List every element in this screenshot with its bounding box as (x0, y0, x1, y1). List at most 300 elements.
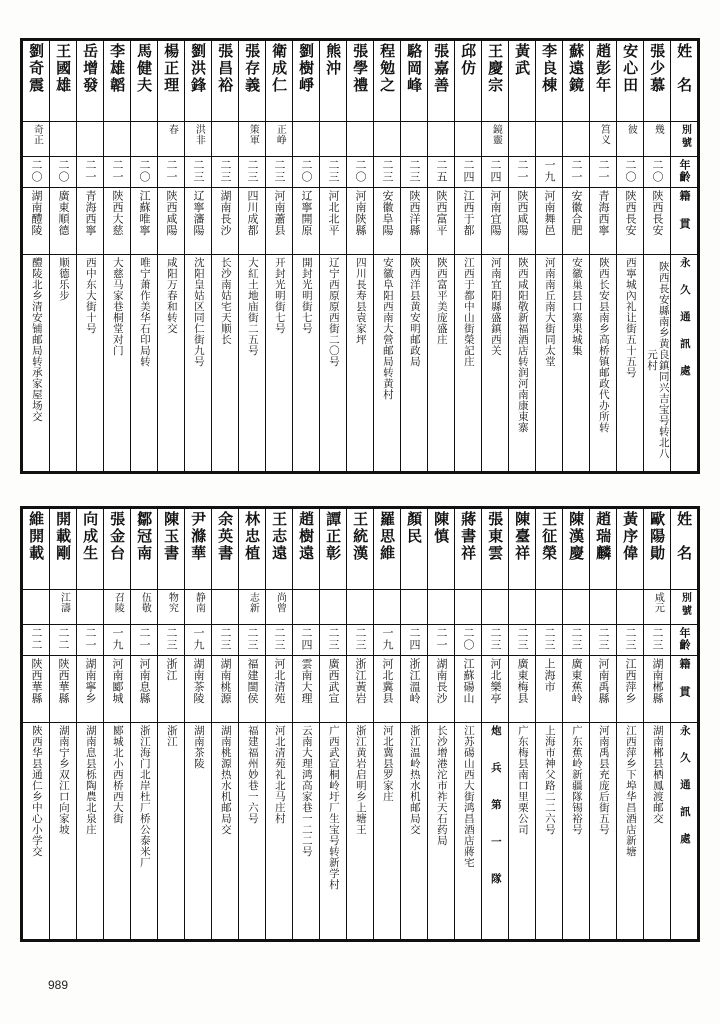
cell-alias (563, 122, 590, 157)
cell-address (590, 255, 617, 472)
cell-native (374, 656, 401, 723)
cell-age-text: 二二 (29, 627, 43, 651)
cell-name (293, 41, 320, 122)
cell-age (50, 625, 77, 656)
cell-native (131, 656, 158, 723)
cell-name-text: 陳玉書 (162, 511, 181, 562)
cell-age-text: 二一 (164, 159, 178, 183)
cell-address-text: 湖南宁乡双江口向家坡 (57, 725, 70, 835)
cell-address (374, 255, 401, 472)
cell-alias (644, 590, 671, 625)
cell-name-text: 開載剛 (54, 511, 73, 562)
cell-age-text: 二三 (488, 627, 502, 651)
cell-age (23, 157, 50, 188)
cell-alias-text: 伍敬 (139, 592, 151, 613)
cell-native-text: 河北清苑 (272, 658, 286, 704)
cell-name-text: 顏民 (405, 511, 424, 545)
cell-native (50, 188, 77, 255)
cell-age (455, 157, 482, 188)
cell-name (617, 509, 644, 590)
cell-age-text: 二一 (83, 627, 97, 651)
cell-name (266, 509, 293, 590)
cell-age (455, 625, 482, 656)
cell-native-text: 安徽合肥 (569, 190, 583, 236)
cell-native-text: 陝西長安 (623, 190, 637, 236)
cell-native-text: 陝西華縣 (29, 658, 43, 704)
cell-native (212, 188, 239, 255)
table-row-name (23, 509, 698, 590)
cell-name-text: 維開載 (27, 511, 46, 562)
cell-name-text: 尹滌華 (189, 511, 208, 562)
cell-name (158, 41, 185, 122)
cell-address (239, 723, 266, 940)
cell-name-text: 蘇遠鏡 (567, 43, 586, 94)
cell-age-text: 二三 (353, 627, 367, 651)
cell-native (482, 656, 509, 723)
row-label-alias-text: 別號 (679, 592, 691, 618)
cell-age (347, 157, 374, 188)
cell-address (455, 723, 482, 940)
cell-alias (347, 122, 374, 157)
cell-alias (428, 590, 455, 625)
row-label-alias-text: 別號 (679, 124, 691, 150)
cell-address (23, 255, 50, 472)
cell-address (320, 255, 347, 472)
cell-native (536, 188, 563, 255)
cell-address-text: 醴陵北乡清安铺邮局转承家屋场交 (30, 257, 43, 422)
cell-alias (239, 590, 266, 625)
cell-address (50, 255, 77, 472)
cell-native (266, 188, 293, 255)
cell-native (185, 656, 212, 723)
cell-native-text: 湖南茶陵 (191, 658, 205, 704)
cell-age-text: 二三 (407, 159, 421, 183)
cell-age (482, 625, 509, 656)
cell-age (185, 625, 212, 656)
cell-name (212, 509, 239, 590)
cell-name-text: 譚正彰 (324, 511, 343, 562)
row-label-name (671, 509, 698, 590)
cell-name-text: 駱岡峰 (405, 43, 424, 94)
cell-address (374, 723, 401, 940)
cell-address (401, 723, 428, 940)
cell-native (266, 656, 293, 723)
cell-native-text: 陝西大慈 (110, 190, 124, 236)
row-label-age-text: 年齡 (677, 627, 691, 651)
cell-address (77, 723, 104, 940)
row-label-age-text: 年齡 (677, 159, 691, 183)
cell-address (590, 723, 617, 940)
cell-address-text: 開封光明街七号 (300, 257, 313, 334)
cell-native-text: 上海市 (542, 658, 556, 693)
cell-alias (590, 590, 617, 625)
cell-alias-text: 尚曾 (274, 592, 286, 613)
cell-name-text: 陳漢慶 (567, 511, 586, 562)
cell-age-text: 二三 (515, 627, 529, 651)
cell-name (212, 41, 239, 122)
cell-name-text: 趙瑞麟 (594, 511, 613, 562)
cell-alias-text: 咸元 (652, 592, 664, 613)
cell-age (563, 157, 590, 188)
cell-name (239, 41, 266, 122)
cell-age-text: 二四 (488, 159, 502, 183)
table-row-age (23, 157, 698, 188)
cell-age (482, 157, 509, 188)
cell-address (428, 255, 455, 472)
cell-name (563, 41, 590, 122)
cell-native (185, 188, 212, 255)
cell-address-text: 陝西洋县黄安明邮政局 (408, 257, 421, 367)
cell-age (158, 625, 185, 656)
cell-address (23, 723, 50, 940)
cell-name-text: 羅思維 (378, 511, 397, 562)
cell-alias (455, 590, 482, 625)
cell-address (428, 723, 455, 940)
cell-name-text: 熊沖 (324, 43, 343, 77)
cell-age-text: 二三 (245, 159, 259, 183)
cell-name (104, 509, 131, 590)
cell-age-text: 二三 (272, 159, 286, 183)
cell-name (536, 41, 563, 122)
cell-alias (266, 590, 293, 625)
cell-age (320, 625, 347, 656)
cell-address-text: 福建福州妙巷一六号 (246, 725, 259, 824)
cell-age (617, 157, 644, 188)
cell-name-text: 王慶宗 (486, 43, 505, 94)
table-row-name (23, 41, 698, 122)
cell-native (509, 188, 536, 255)
cell-alias (563, 590, 590, 625)
cell-alias (50, 122, 77, 157)
row-label-native-text: 籍 貫 (677, 190, 691, 232)
cell-native (374, 188, 401, 255)
cell-native-text: 陝西富平 (434, 190, 448, 236)
cell-native (482, 188, 509, 255)
cell-age (131, 157, 158, 188)
cell-age-text: 二二 (56, 627, 70, 651)
cell-alias (320, 122, 347, 157)
unit-label-text: 炮 兵 第 一 隊 (489, 725, 502, 892)
cell-age (212, 157, 239, 188)
cell-address (293, 723, 320, 940)
cell-alias-text: 幾 (652, 124, 664, 135)
cell-alias (536, 122, 563, 157)
cell-address (293, 255, 320, 472)
page-number: 989 (48, 978, 69, 992)
cell-name-text: 劉洪鋒 (189, 43, 208, 94)
cell-alias (617, 590, 644, 625)
cell-native (401, 188, 428, 255)
roster-table-top (20, 38, 700, 474)
cell-age (131, 625, 158, 656)
cell-age (401, 625, 428, 656)
cell-alias-text: 春 (166, 124, 178, 135)
cell-alias (374, 590, 401, 625)
cell-native-text: 江西于都 (461, 190, 475, 236)
cell-native-text: 湖南醴陵 (29, 190, 43, 236)
cell-name-text: 張東雲 (486, 511, 505, 562)
cell-address-text: 河南宜阳縣盛鎮西关 (489, 257, 502, 356)
cell-name-text: 馬健夫 (135, 43, 154, 94)
cell-native (50, 656, 77, 723)
cell-name (455, 509, 482, 590)
cell-name-text: 岳增發 (81, 43, 100, 94)
cell-alias (509, 122, 536, 157)
cell-native (536, 656, 563, 723)
cell-native (212, 656, 239, 723)
cell-address-text: 唯宁萧作美华石印局转 (138, 257, 151, 367)
cell-address-text: 沈阳皇姑区同仁街九号 (192, 257, 205, 367)
cell-age (212, 625, 239, 656)
cell-name-text: 張存義 (243, 43, 262, 94)
cell-age-text: 二〇 (650, 159, 664, 183)
table-row-native (23, 188, 698, 255)
cell-native-text: 河南息縣 (137, 658, 151, 704)
row-label-native (671, 656, 698, 723)
cell-address-text: 广西武宣桐岭圩厂生宝号转新学村 (327, 725, 340, 890)
cell-address (401, 255, 428, 472)
cell-alias (347, 590, 374, 625)
cell-name-text: 安心田 (621, 43, 640, 94)
cell-name (509, 509, 536, 590)
cell-native-text: 陝西洋縣 (407, 190, 421, 236)
cell-name-text: 陳慎 (432, 511, 451, 545)
cell-native-text: 河北冀县 (380, 658, 394, 704)
row-label-address-text: 永 久 通 訊 處 (678, 257, 691, 379)
cell-age-text: 二〇 (623, 159, 637, 183)
cell-address (617, 255, 644, 472)
cell-native (590, 656, 617, 723)
cell-address-text: 安徽巢县口寨果城集 (570, 257, 583, 356)
cell-address-text: 河北冀县罗家庄 (381, 725, 394, 802)
cell-alias (509, 590, 536, 625)
cell-address-text: 湖南息县栎陶農北泉庄 (84, 725, 97, 835)
cell-native (563, 188, 590, 255)
cell-address-text: 浙江黄岩启明乡上塘王 (354, 725, 367, 835)
cell-address-text: 长沙增港沱市祚天石药局 (435, 725, 448, 846)
row-label-name (671, 41, 698, 122)
cell-name (50, 509, 77, 590)
cell-name (320, 509, 347, 590)
cell-native-text: 雲南大理 (299, 658, 313, 704)
cell-native-text: 湖南桃源 (218, 658, 232, 704)
cell-age (536, 157, 563, 188)
cell-native-text: 青海西寧 (83, 190, 97, 236)
cell-age-text: 二〇 (461, 627, 475, 651)
cell-alias (131, 590, 158, 625)
cell-alias (455, 122, 482, 157)
cell-name-text: 張昌裕 (216, 43, 235, 94)
cell-alias-text: 志新 (247, 592, 259, 613)
cell-address-text: 长沙南姑宅天顺长 (219, 257, 232, 345)
cell-native-text: 四川成都 (245, 190, 259, 236)
cell-age (428, 157, 455, 188)
cell-address (455, 255, 482, 472)
cell-age-text: 二三 (326, 627, 340, 651)
cell-address-text: 江苏碭山西大街鸿昌酒店蔣宅 (462, 725, 475, 868)
cell-age-text: 二三 (542, 627, 556, 651)
cell-alias-text: 筥义 (598, 124, 610, 145)
cell-name (590, 41, 617, 122)
cell-name (131, 41, 158, 122)
cell-name-text: 李良棟 (540, 43, 559, 94)
cell-alias (104, 122, 131, 157)
cell-age-text: 二三 (218, 627, 232, 651)
cell-age-text: 二三 (272, 627, 286, 651)
cell-address (320, 723, 347, 940)
cell-address-text: 咸阳万春和转交 (165, 257, 178, 334)
cell-alias-text: 召陵 (112, 592, 124, 613)
cell-address (131, 723, 158, 940)
cell-native (77, 656, 104, 723)
cell-alias (50, 590, 77, 625)
cell-alias-text: 奇正 (31, 124, 43, 145)
cell-native (77, 188, 104, 255)
cell-age-text: 二三 (218, 159, 232, 183)
table-row-alias (23, 122, 698, 157)
cell-age-text: 二〇 (56, 159, 70, 183)
cell-age (266, 625, 293, 656)
cell-address-text: 云南大理鸿高家巷一二二号 (300, 725, 313, 857)
cell-name-text: 程勉之 (378, 43, 397, 94)
cell-native-text: 陝西長安 (650, 190, 664, 236)
cell-alias (617, 122, 644, 157)
row-label-native-text: 籍 貫 (677, 658, 691, 700)
cell-name-text: 楊正理 (162, 43, 181, 94)
cell-alias-text: 洪非 (193, 124, 205, 145)
cell-name (590, 509, 617, 590)
cell-name (374, 509, 401, 590)
cell-address (644, 255, 671, 472)
cell-name-text: 劉奇震 (27, 43, 46, 94)
cell-name-text: 張少慕 (648, 43, 667, 94)
cell-age-text: 二一 (596, 159, 610, 183)
cell-address (158, 255, 185, 472)
cell-native (644, 656, 671, 723)
cell-name-text: 林忠植 (243, 511, 262, 562)
cell-name-text: 歐陽勛 (648, 511, 667, 562)
cell-address-text: 西寧城內礼让街五十五号 (624, 257, 637, 378)
cell-name (482, 41, 509, 122)
cell-name-text: 王統漢 (351, 511, 370, 562)
cell-name-text: 劉樹崢 (297, 43, 316, 94)
cell-address (131, 255, 158, 472)
cell-native-text: 湖南郴縣 (650, 658, 664, 704)
cell-alias (77, 122, 104, 157)
cell-address-text: 陝西長安縣南乡黄良鎮同兴吉宝号转北八元村 (646, 261, 670, 459)
cell-name (428, 41, 455, 122)
cell-alias (158, 590, 185, 625)
cell-age-text: 二一 (569, 159, 583, 183)
row-label-alias (671, 122, 698, 157)
cell-native (320, 188, 347, 255)
cell-age (104, 625, 131, 656)
cell-name (536, 509, 563, 590)
cell-address (482, 255, 509, 472)
cell-native (644, 188, 671, 255)
cell-alias (212, 590, 239, 625)
cell-name-text: 王國雄 (54, 43, 73, 94)
cell-age-text: 二三 (596, 627, 610, 651)
cell-native (428, 656, 455, 723)
cell-address-text: 河南禹县充庞后街五号 (597, 725, 610, 835)
cell-name (266, 41, 293, 122)
cell-age-text: 二〇 (137, 159, 151, 183)
cell-address-text: 浙江温岭热水机邮局交 (408, 725, 421, 835)
cell-address (239, 255, 266, 472)
cell-address-text: 陝西华县通仁乡中心小学交 (30, 725, 43, 857)
cell-age (158, 157, 185, 188)
cell-age-text: 二四 (461, 159, 475, 183)
row-label-alias (671, 590, 698, 625)
cell-age-text: 二〇 (29, 159, 43, 183)
cell-name (104, 41, 131, 122)
cell-age-text: 二一 (110, 159, 124, 183)
cell-native-text: 湖南長沙 (218, 190, 232, 236)
cell-name-text: 張金台 (108, 511, 127, 562)
cell-name (428, 509, 455, 590)
cell-native (158, 188, 185, 255)
cell-name-text: 衛成仁 (270, 43, 289, 94)
cell-age-text: 一九 (542, 159, 556, 183)
cell-address (266, 255, 293, 472)
cell-name-text: 張嘉善 (432, 43, 451, 94)
cell-age-text: 二三 (326, 159, 340, 183)
cell-native (347, 656, 374, 723)
cell-age (374, 625, 401, 656)
cell-name (374, 41, 401, 122)
cell-age (509, 157, 536, 188)
cell-name (644, 509, 671, 590)
cell-address-text: 广东梅县南口里栗公司 (516, 725, 529, 835)
cell-address-text: 广东蕉岭新疆隊锡裕号 (570, 725, 583, 835)
cell-address (158, 723, 185, 940)
cell-address (185, 723, 212, 940)
cell-name (293, 509, 320, 590)
cell-age-text: 二三 (380, 159, 394, 183)
cell-native-text: 廣東蕉岭 (569, 658, 583, 704)
cell-alias (590, 122, 617, 157)
cell-alias (428, 122, 455, 157)
cell-name-text: 王征榮 (540, 511, 559, 562)
cell-native-text: 安徽阜陽 (380, 190, 394, 236)
row-label-address (671, 255, 698, 472)
cell-age-text: 二三 (164, 627, 178, 651)
cell-name-text: 向成生 (81, 511, 100, 562)
unit-label (483, 725, 507, 892)
cell-age (617, 625, 644, 656)
cell-address (185, 255, 212, 472)
cell-age-text: 二〇 (299, 159, 313, 183)
cell-address-text: 大紅土地庙街二五号 (246, 257, 259, 356)
cell-native (428, 188, 455, 255)
cell-native (293, 188, 320, 255)
cell-alias (239, 122, 266, 157)
cell-address-text: 河北清苑礼北马庄村 (273, 725, 286, 824)
cell-name-text: 黃序偉 (621, 511, 640, 562)
cell-address-text: 郾城北小西桥西大街 (111, 725, 124, 824)
cell-address (347, 255, 374, 472)
cell-name-text: 邱仿 (459, 43, 478, 77)
cell-native (617, 656, 644, 723)
cell-alias (536, 590, 563, 625)
cell-native-text: 河南蕭县 (272, 190, 286, 236)
cell-address-text: 陝西长安县南乡高桥镇邮政代办所转 (597, 257, 610, 433)
cell-name (23, 41, 50, 122)
cell-alias (401, 122, 428, 157)
cell-alias (185, 122, 212, 157)
cell-name-text: 張學禮 (351, 43, 370, 94)
